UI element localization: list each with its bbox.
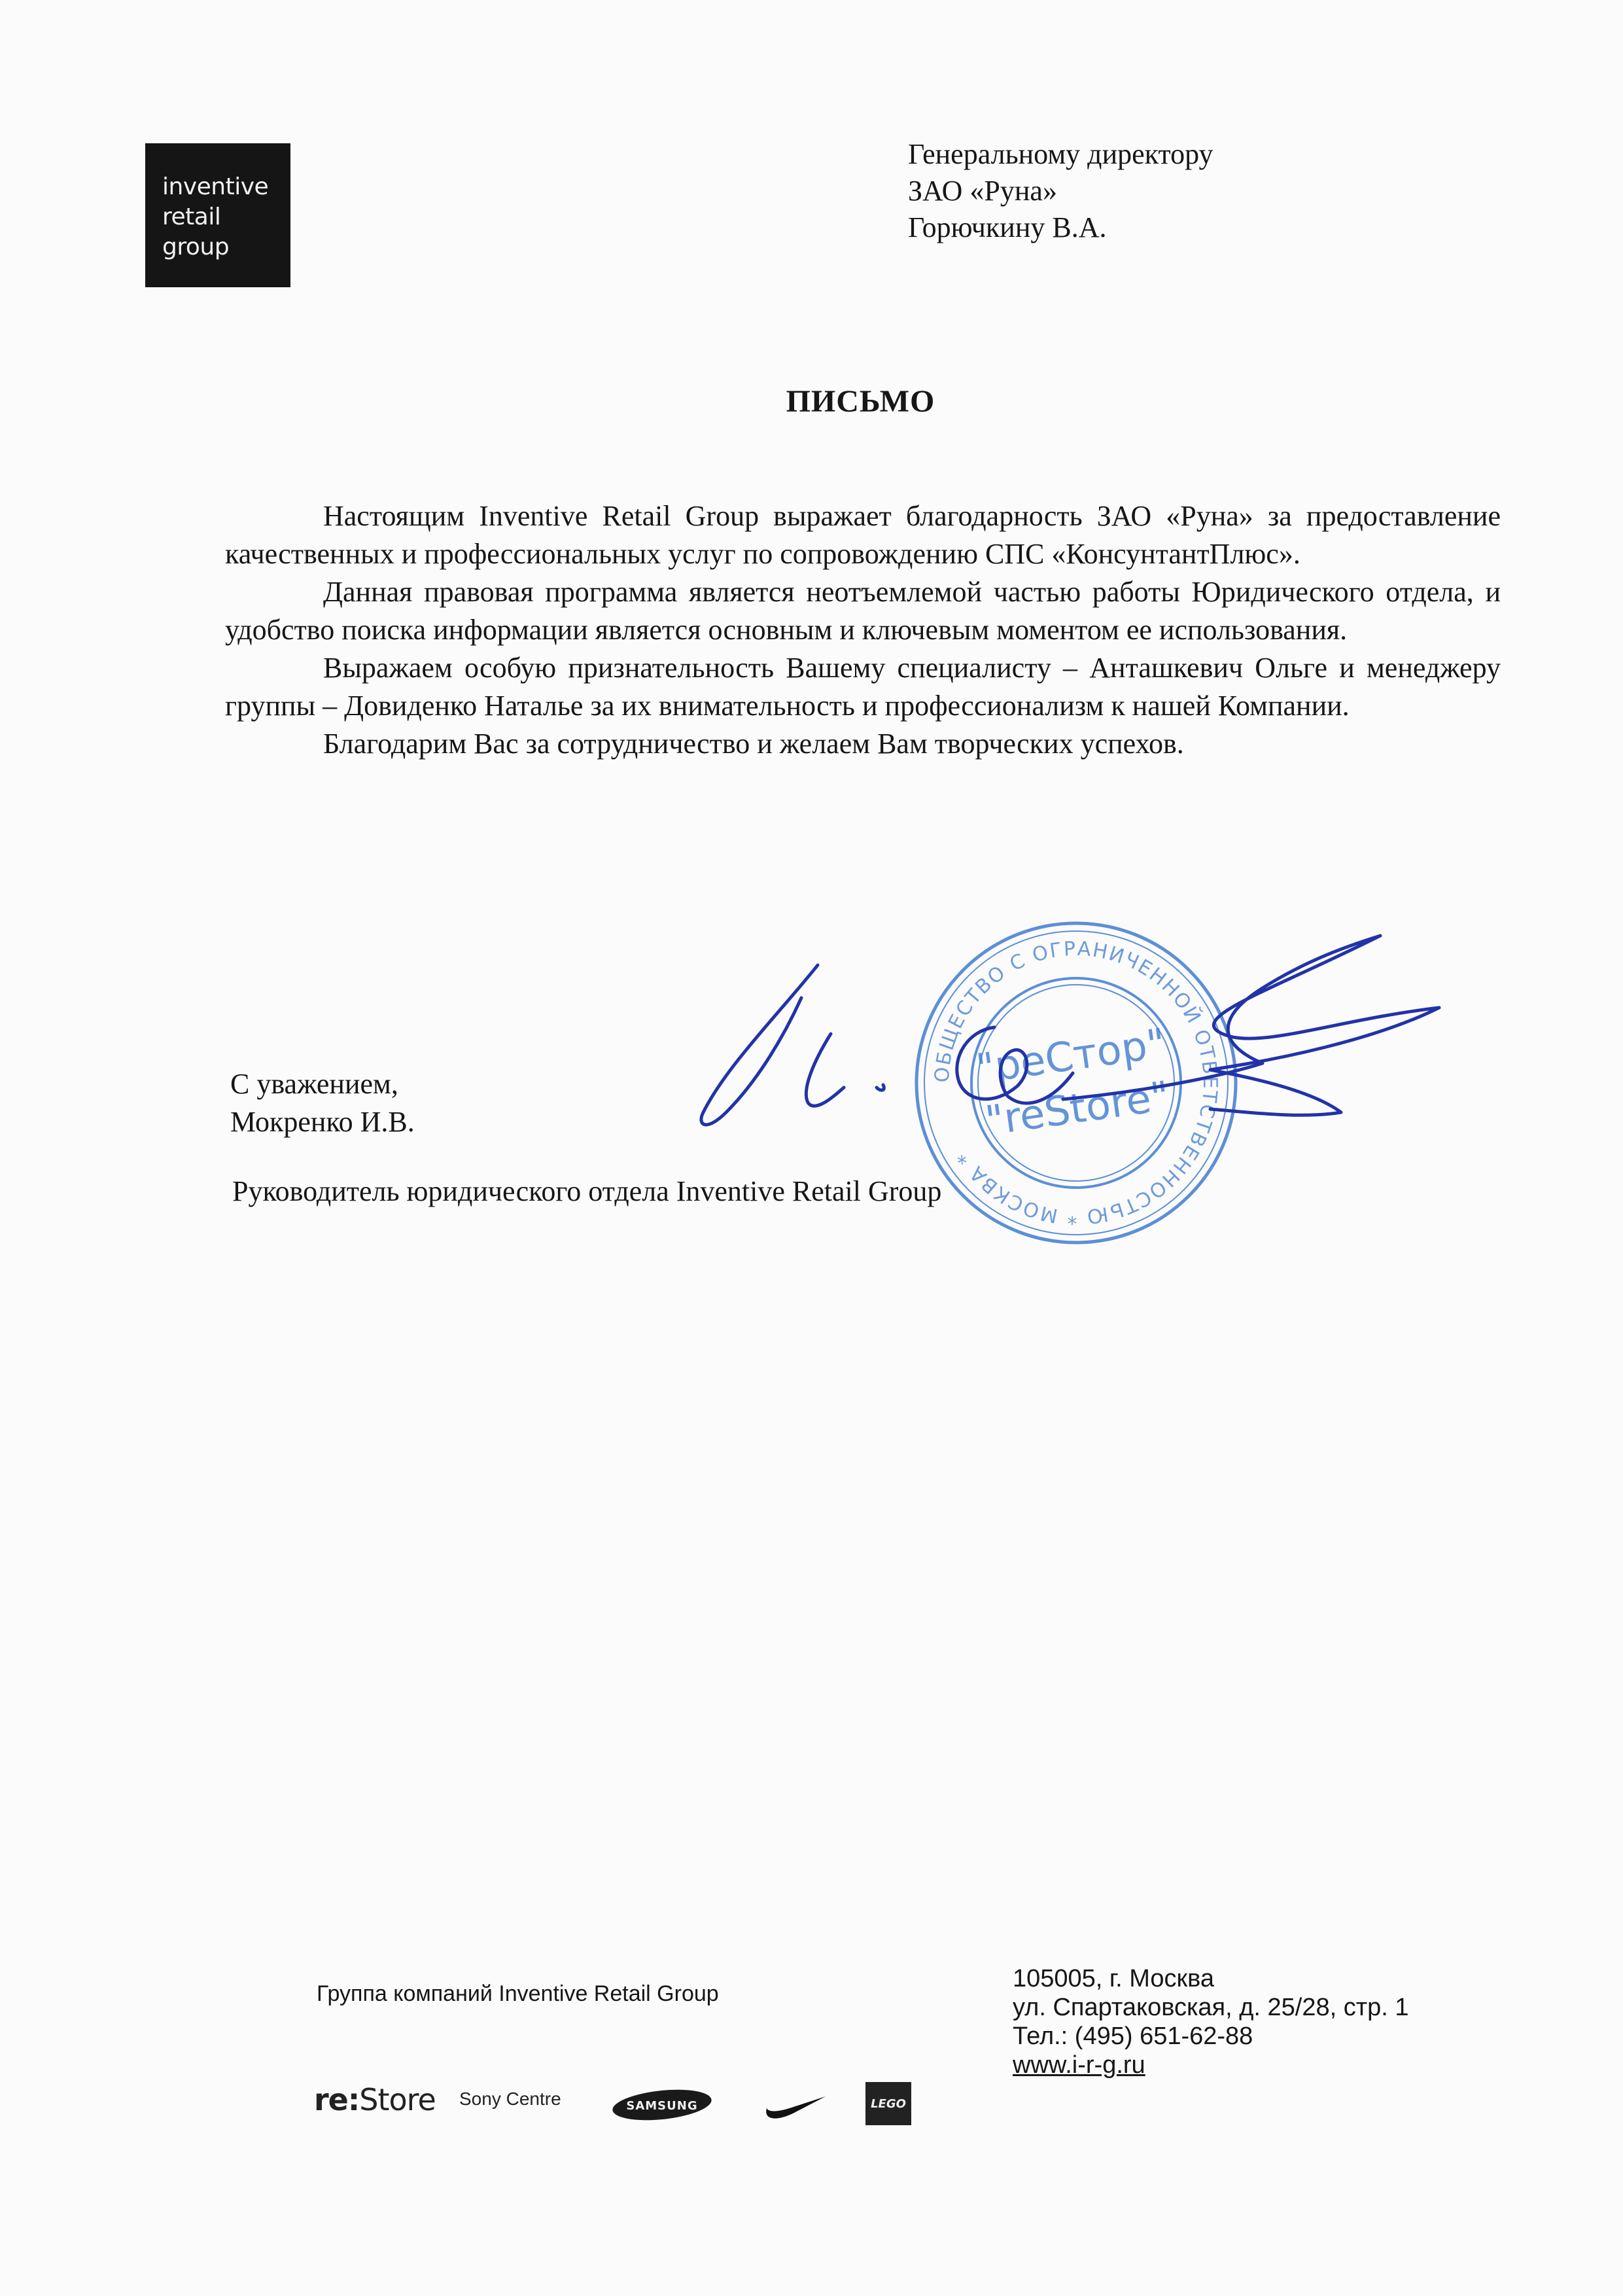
- signature: [687, 916, 1472, 1165]
- restore-logo: [314, 2082, 436, 2117]
- samsung-logo-text: SAMSUNG: [626, 2099, 698, 2113]
- signature-stroke-3: [877, 1085, 884, 1090]
- lego-logo: LEGO: [865, 2082, 911, 2125]
- brand-logos: [314, 2081, 929, 2133]
- signer-name: Мокренко И.В.: [230, 1106, 415, 1138]
- sony-centre-logo: Sony Centre: [459, 2089, 561, 2109]
- paragraph-2: Данная правовая программа является неотъемлемой частью работы Юридического отдела, и удобство поиска информации является основным и ключевым моментом ее использования.: [225, 576, 1501, 646]
- paragraph-4: Благодарим Вас за сотрудничество и желаем Вам творческих успехов.: [323, 728, 1184, 760]
- letter-body: [225, 497, 1501, 763]
- stamp-center-en: "reStore": [982, 1071, 1173, 1145]
- signer-position: Руководитель юридического отдела Inventive Retail Group: [232, 1175, 942, 1207]
- paragraph-3: Выражаем особую признательность Вашему специалисту – Анташкевич Ольге и менеджеру группы – Довиденко Наталье за их внимательность и профессионализм к нашей Компании.: [225, 652, 1501, 722]
- addressee-position: Генеральному директору: [908, 138, 1213, 170]
- signature-stroke-5: [1063, 936, 1439, 1115]
- regards-text: С уважением,: [230, 1068, 398, 1100]
- address-line-2: ул. Спартаковская, д. 25/28, стр. 1: [1013, 1994, 1409, 2021]
- letter-title: ПИСЬМО: [786, 384, 935, 419]
- signature-stroke-1: [701, 965, 818, 1125]
- nike-swoosh-icon: [763, 2082, 829, 2128]
- samsung-logo: [610, 2082, 714, 2128]
- addressee-name: Горючкину В.А.: [908, 211, 1107, 243]
- restore-logo-prefix: re:: [314, 2082, 360, 2117]
- signature-stroke-2: [806, 1034, 844, 1106]
- logo-line-1: inventive: [162, 173, 269, 200]
- signature-stroke-4: [957, 1027, 1073, 1103]
- website-link[interactable]: www.i-r-g.ru: [1013, 2051, 1145, 2079]
- restore-logo-suffix: Store: [359, 2082, 436, 2117]
- logo-line-3: group: [162, 234, 230, 260]
- signature-block: [230, 1065, 415, 1141]
- stamp-ring-text: ОБЩЕСТВО С ОГРАНИЧЕННОЙ ОТВЕТСТВЕННОСТЬЮ * МОСКВА *: [930, 937, 1222, 1229]
- address-line-1: 105005, г. Москва: [1013, 1965, 1214, 1992]
- footer-address: [1013, 1964, 1409, 2079]
- addressee-block: [908, 136, 1213, 246]
- company-logo: [145, 143, 290, 287]
- phone-number: Тел.: (495) 651-62-88: [1013, 2022, 1253, 2050]
- logo-line-2: retail: [162, 203, 221, 230]
- paragraph-1: Настоящим Inventive Retail Group выражает благодарность ЗАО «Руна» за предоставление качественных и профессиональных услуг по сопровождению СПС «КонсунтантПлюс».: [225, 500, 1501, 570]
- addressee-company: ЗАО «Руна»: [908, 175, 1057, 207]
- stamp-center-ru: "реСтор": [973, 1019, 1169, 1093]
- footer-group-name: Группа компаний Inventive Retail Group: [317, 1981, 719, 2006]
